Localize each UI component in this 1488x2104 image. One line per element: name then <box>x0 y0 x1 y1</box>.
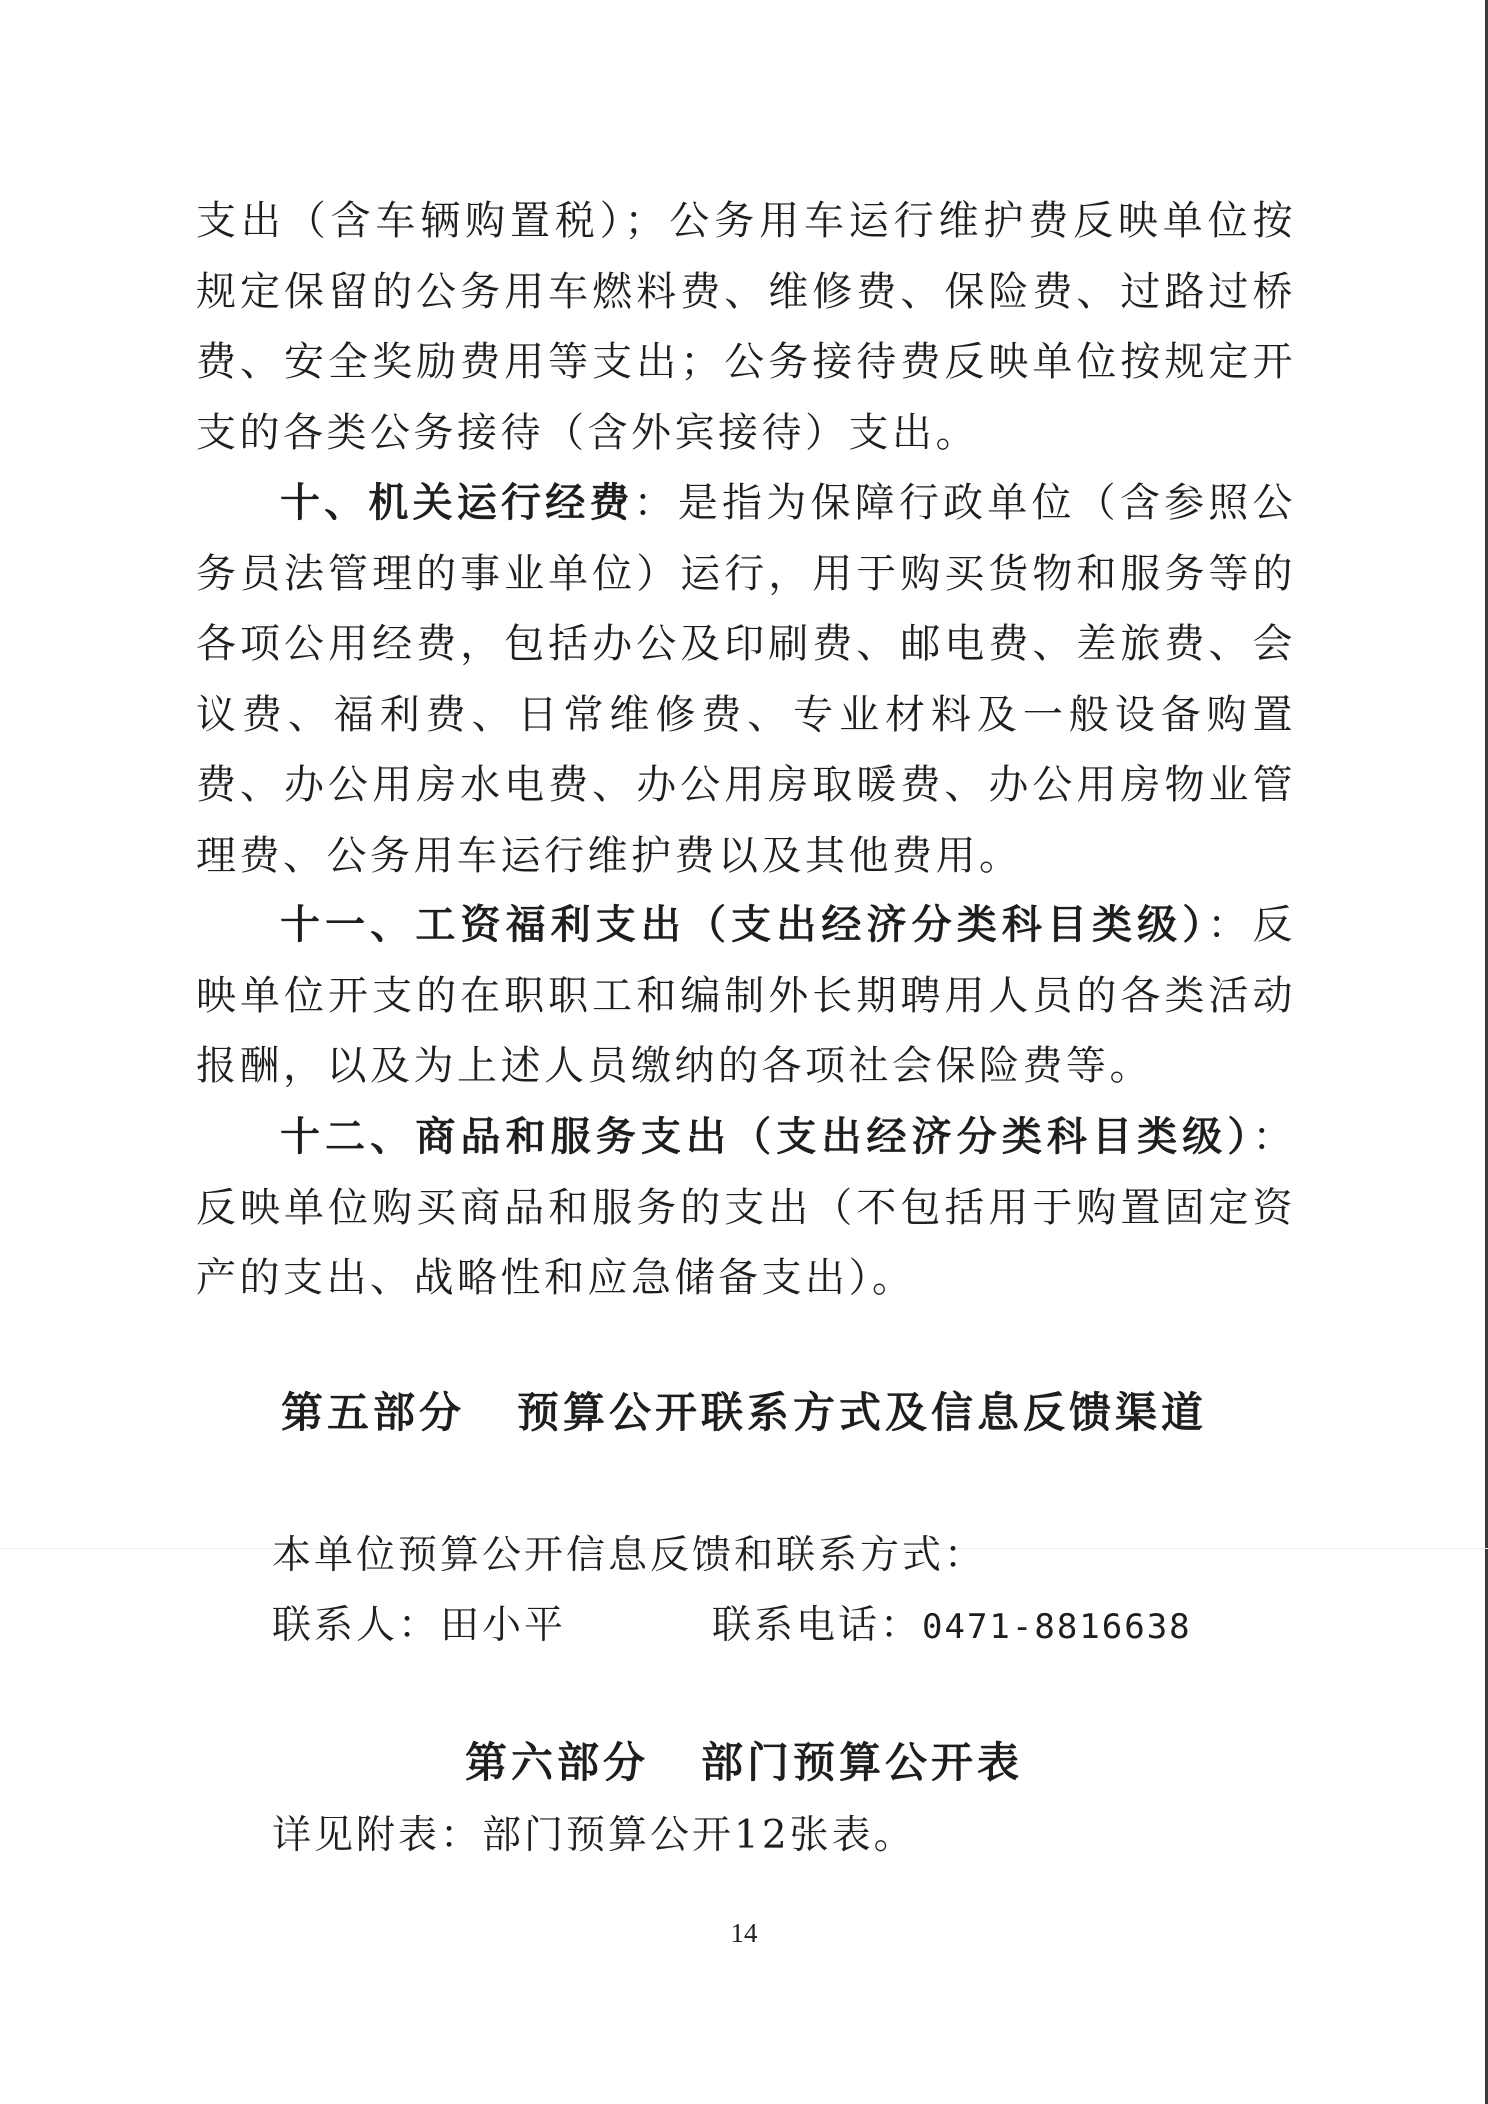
paragraph-text: ：反映单位购买商品和服务的支出（不包括用于购置固定资产的支出、战略性和应急储备支出）。 <box>196 1114 1296 1301</box>
section-title: 部门预算公开表 <box>701 1738 1024 1787</box>
section-part-label: 第五部分 <box>280 1388 465 1437</box>
paragraph-12 <box>196 1102 1296 1314</box>
section-title: 预算公开联系方式及信息反馈渠道 <box>517 1388 1208 1437</box>
phone-number: 0471-8816638 <box>922 1607 1192 1647</box>
contact-intro: 本单位预算公开信息反馈和联系方式： <box>272 1533 987 1578</box>
contact-label: 联系人： <box>272 1603 441 1648</box>
contact-row <box>272 1596 1192 1656</box>
phone-label: 联系电话： <box>712 1603 923 1648</box>
contact-name: 田小平 <box>440 1603 567 1648</box>
paragraph-continuation <box>196 186 1296 468</box>
section-6-heading <box>0 1730 1488 1790</box>
paragraph-11 <box>196 890 1296 1102</box>
section-part-label: 第六部分 <box>464 1738 649 1787</box>
section-6-body: 详见附表：部门预算公开12张表。 <box>272 1813 916 1858</box>
contact-person <box>272 1596 566 1656</box>
paragraph-10 <box>196 468 1296 891</box>
section-5-heading <box>0 1380 1488 1440</box>
paragraph-lead: 十二、商品和服务支出（支出经济分类科目类级） <box>280 1113 1253 1160</box>
paragraph-text: ：是指为保障行政单位（含参照公务员法管理的事业单位）运行，用于购买货物和服务等的各项公用经费，包括办公及印刷费、邮电费、差旅费、会议费、福利费、日常维修费、专业材料及一般设备购置费、办公用房水电费、办公用房取暖费、办公用房物业管理费、公务用车运行维护费以及其他费用。 <box>196 480 1297 879</box>
paragraph-lead: 十、机关运行经费 <box>280 479 634 526</box>
page-number: 14 <box>730 1918 758 1948</box>
paragraph-lead: 十一、工资福利支出（支出经济分类科目类级） <box>280 901 1208 948</box>
paragraph-text: 支出（含车辆购置税）；公务用车运行维护费反映单位按规定保留的公务用车燃料费、维修费、保险费、过路过桥费、安全奖励费用等支出；公务接待费反映单位按规定开支的各类公务接待（含外宾接待）支出。 <box>196 198 1296 456</box>
contact-phone <box>712 1596 1192 1657</box>
paragraph-text: ：反映单位开支的在职职工和编制外长期聘用人员的各类活动报酬，以及为上述人员缴纳的各项社会保险费等。 <box>196 902 1297 1089</box>
